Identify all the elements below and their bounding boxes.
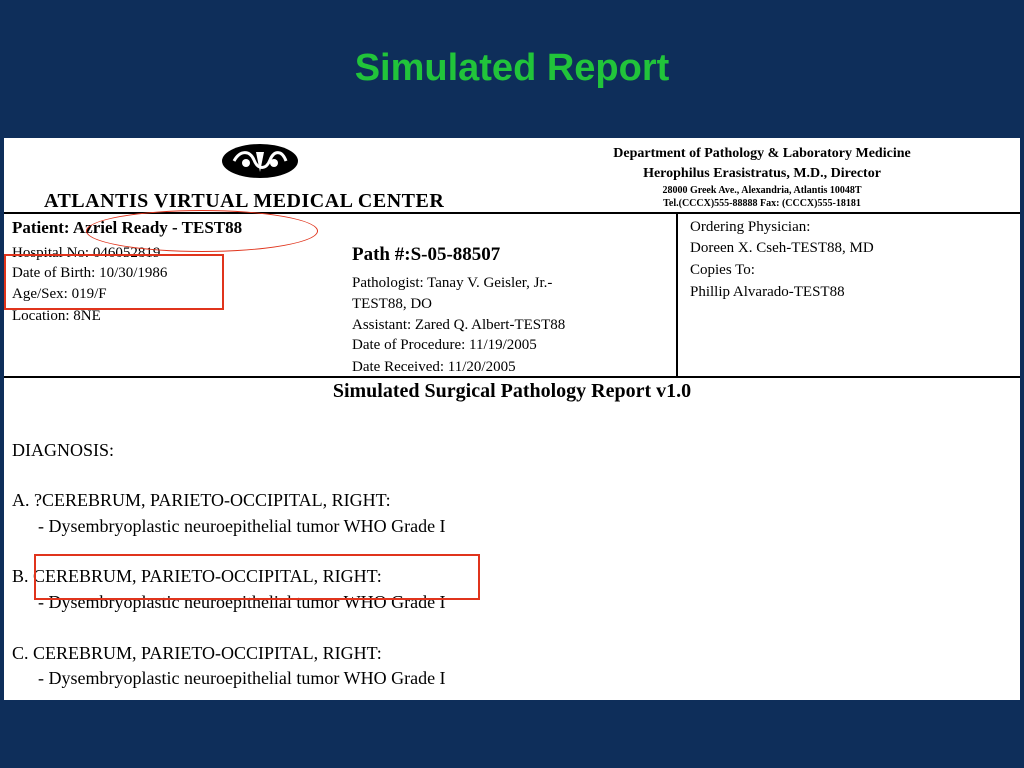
hospital-number: Hospital No: 046052819 [12, 245, 161, 261]
ordering-physician-label: Ordering Physician: [690, 219, 811, 235]
pathology-report-document [4, 138, 1020, 700]
copies-to-label: Copies To: [690, 262, 755, 278]
ordering-physician-name: Doreen X. Cseh-TEST88, MD [690, 240, 874, 256]
diagnosis-c-site: C. CEREBRUM, PARIETO-OCCIPITAL, RIGHT: [12, 643, 382, 663]
pathologist-line-2: TEST88, DO [352, 296, 432, 312]
slide-title: Simulated Report [354, 47, 670, 89]
physician-column-divider [676, 212, 678, 378]
department-phone: Tel.(CCCX)555-88888 Fax: (CCCX)555-18181 [663, 198, 861, 209]
department-address: 28000 Greek Ave., Alexandria, Atlantis 10048T [662, 185, 862, 196]
medical-center-logo-icon [220, 142, 300, 180]
assistant: Assistant: Zared Q. Albert-TEST88 [352, 317, 566, 333]
diagnosis-heading: DIAGNOSIS: [12, 440, 115, 460]
diagnosis-a-finding: - Dysembryoplastic neuroepithelial tumor WHO Grade I [38, 516, 446, 536]
diagnosis-c-finding: - Dysembryoplastic neuroepithelial tumor WHO Grade I [38, 668, 446, 688]
patient-name: Azriel Ready - TEST88 [72, 218, 243, 237]
diagnosis-a-site: A. ?CEREBRUM, PARIETO-OCCIPITAL, RIGHT: [12, 490, 391, 510]
path-number-label: Path #: [352, 244, 411, 265]
diagnosis-b-highlight [34, 554, 480, 600]
report-title: Simulated Surgical Pathology Report v1.0 [332, 380, 692, 402]
department-header [564, 144, 960, 210]
diagnosis-b-site: B. CEREBRUM, PARIETO-OCCIPITAL, RIGHT: [12, 566, 382, 586]
pathologist-line-1: Pathologist: Tanay V. Geisler, Jr.- [352, 275, 553, 291]
copies-to-name: Phillip Alvarado-TEST88 [690, 284, 845, 300]
date-of-birth: Date of Birth: 10/30/1986 [12, 265, 168, 281]
department-name: Department of Pathology & Laboratory Medicine [613, 146, 911, 161]
patient-name-highlight [86, 210, 318, 252]
department-director: Herophilus Erasistratus, M.D., Director [643, 166, 881, 181]
diagnosis-b-finding: - Dysembryoplastic neuroepithelial tumor WHO Grade I [38, 592, 446, 612]
patient-label: Patient: [12, 218, 70, 237]
age-sex: Age/Sex: 019/F [12, 286, 107, 302]
medical-center-name: ATLANTIS VIRTUAL MEDICAL CENTER [44, 190, 445, 212]
location: Location: 8NE [12, 308, 101, 324]
dob-age-highlight [4, 254, 224, 310]
date-of-procedure: Date of Procedure: 11/19/2005 [352, 337, 537, 353]
date-received: Date Received: 11/20/2005 [352, 359, 516, 375]
path-number: S-05-88507 [410, 244, 501, 265]
path-number-line [352, 244, 500, 266]
